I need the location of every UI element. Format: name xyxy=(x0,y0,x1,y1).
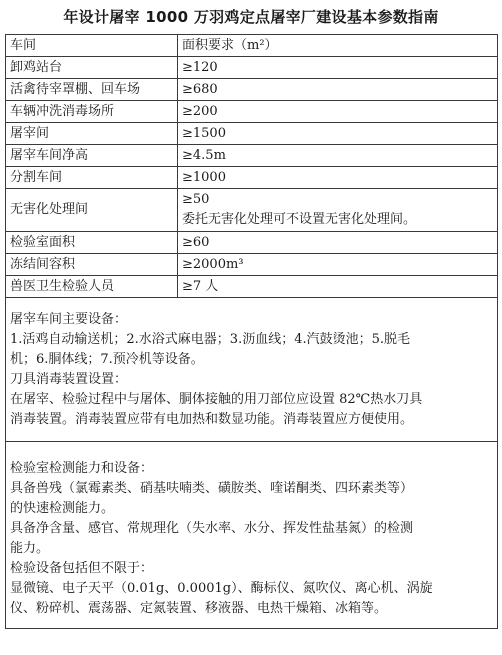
header-cell-area: 面积要求（m²） xyxy=(178,35,498,57)
row-name: 检验室面积 xyxy=(6,232,178,254)
lab-heading: 检验室检测能力和设备： xyxy=(10,461,154,476)
parameters-table xyxy=(5,34,498,629)
row-value: ≥2000m³ xyxy=(178,254,498,276)
table-row xyxy=(6,276,498,298)
table-row-harmless xyxy=(6,189,498,232)
knife-heading: 刀具消毒装置设置： xyxy=(10,371,128,387)
table-row xyxy=(6,101,498,123)
lab-equipment-heading: 检验设备包括但不限于： xyxy=(10,561,154,576)
row-name: 卸鸡站台 xyxy=(6,57,178,79)
lab-block-spacer xyxy=(10,451,493,459)
row-name: 屠宰间 xyxy=(6,123,178,145)
row-value: ≥1500 xyxy=(178,123,498,145)
row-value: ≥200 xyxy=(178,101,498,123)
row-value: ≥60 xyxy=(178,232,498,254)
row-value: ≥4.5m xyxy=(178,145,498,167)
lab-block-row xyxy=(6,442,498,629)
row-value: ≥120 xyxy=(178,57,498,79)
table-header-row xyxy=(6,35,498,57)
lab-text: 具备净含量、感官、常规理化（失水率、水分、挥发性盐基氮）的检测 xyxy=(10,521,414,536)
row-name: 分割车间 xyxy=(6,167,178,189)
table-row xyxy=(6,167,498,189)
table-row xyxy=(6,79,498,101)
harmless-note: 委托无害化处理可不设置无害化处理间。 xyxy=(182,212,417,227)
row-name: 无害化处理间 xyxy=(6,189,178,232)
harmless-value: ≥50 xyxy=(182,192,210,207)
equipment-heading: 屠宰车间主要设备： xyxy=(10,311,128,327)
document-title: 年设计屠宰 1000 万羽鸡定点屠宰厂建设基本参数指南 xyxy=(63,8,439,26)
table-row xyxy=(6,123,498,145)
row-value: ≥7 人 xyxy=(178,276,498,298)
lab-text: 具备兽残（氯霉素类、硝基呋喃类、磺胺类、喹诺酮类、四环素类等） xyxy=(10,481,414,496)
header-cell-workshop: 车间 xyxy=(6,35,178,57)
table-row xyxy=(6,145,498,167)
lab-text: 的快速检测能力。 xyxy=(10,501,115,516)
equipment-block-row xyxy=(6,298,498,442)
row-value xyxy=(178,189,498,232)
equipment-block xyxy=(6,298,498,442)
row-name: 兽医卫生检验人员 xyxy=(6,276,178,298)
table-row xyxy=(6,254,498,276)
equipment-text: 1.活鸡自动输送机；2.水浴式麻电器；3.沥血线；4.汽鼓烫池；5.脱毛 xyxy=(10,331,411,347)
knife-text: 消毒装置。消毒装置应带有电加热和数显功能。消毒装置应方便使用。 xyxy=(10,411,414,427)
row-name: 冻结间容积 xyxy=(6,254,178,276)
row-name: 屠宰车间净高 xyxy=(6,145,178,167)
row-value: ≥1000 xyxy=(178,167,498,189)
lab-text: 能力。 xyxy=(10,541,50,556)
lab-equipment-text: 显微镜、电子天平（0.01g、0.0001g）、酶标仪、氮吹仪、离心机、涡旋 xyxy=(10,581,433,596)
row-value: ≥680 xyxy=(178,79,498,101)
equipment-text: 机；6.胴体线；7.预冷机等设备。 xyxy=(10,351,204,367)
table-row xyxy=(6,232,498,254)
knife-text: 在屠宰、检验过程中与屠体、胴体接触的用刀部位应设置 82℃热水刀具 xyxy=(10,391,423,407)
lab-equipment-text: 仪、粉碎机、震荡器、定氮装置、移液器、电热干燥箱、冰箱等。 xyxy=(10,601,388,616)
row-name: 活禽待宰罩棚、回车场 xyxy=(6,79,178,101)
lab-block xyxy=(6,442,498,629)
table-row xyxy=(6,57,498,79)
row-name: 车辆冲洗消毒场所 xyxy=(6,101,178,123)
